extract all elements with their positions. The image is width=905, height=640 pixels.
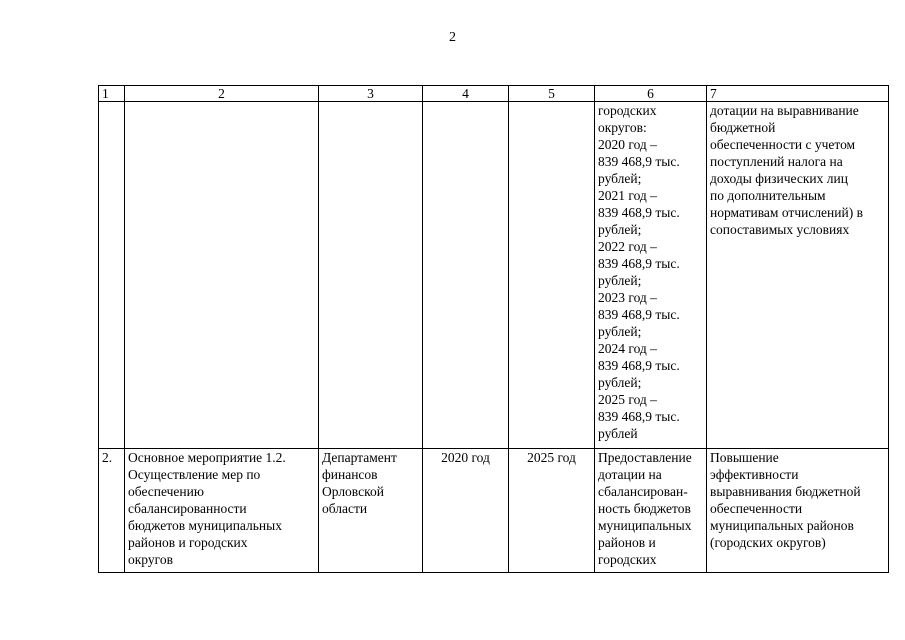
table-row-2 bbox=[99, 449, 889, 573]
table-row-continued bbox=[99, 102, 889, 449]
table-header-row bbox=[99, 86, 889, 102]
cell-name: Основное мероприятие 1.2. Осуществление мер по обеспечению сбалансированности бюджетов муниципальных районов и городских округов bbox=[125, 449, 319, 573]
cell-funding: городских округов: 2020 год – 839 468,9 тыс. рублей; 2021 год – 839 468,9 тыс. рублей; 2022 год – 839 468,9 тыс. рублей; 2023 год – 839 468,9 тыс. рублей; 2024 год – 839 468,9 тыс. рублей; 2025 год – 839 468,9 тыс. рублей bbox=[595, 102, 707, 449]
cell-result: Повышение эффективности выравнивания бюджетной обеспеченности муниципальных районов (городских округов) bbox=[707, 449, 889, 573]
cell-number: 2. bbox=[99, 449, 125, 573]
cell-executor bbox=[319, 102, 423, 449]
cell-end: 2025 год bbox=[509, 449, 595, 573]
header-cell-1: 1 bbox=[99, 86, 125, 102]
cell-start bbox=[423, 102, 509, 449]
header-cell-5: 5 bbox=[509, 86, 595, 102]
cell-end bbox=[509, 102, 595, 449]
program-table bbox=[98, 85, 889, 573]
cell-executor: Департамент финансов Орловской области bbox=[319, 449, 423, 573]
cell-name bbox=[125, 102, 319, 449]
header-cell-6: 6 bbox=[595, 86, 707, 102]
cell-result: дотации на выравнивание бюджетной обеспеченности с учетом поступлений налога на доходы физических лиц по дополнительным нормативам отчислений) в сопоставимых условиях bbox=[707, 102, 889, 449]
header-cell-4: 4 bbox=[423, 86, 509, 102]
header-cell-2: 2 bbox=[125, 86, 319, 102]
header-cell-7: 7 bbox=[707, 86, 889, 102]
page-number: 2 bbox=[449, 30, 456, 45]
cell-funding: Предоставление дотации на сбалансирован- ность бюджетов муниципальных районов и городских bbox=[595, 449, 707, 573]
header-cell-3: 3 bbox=[319, 86, 423, 102]
cell-start: 2020 год bbox=[423, 449, 509, 573]
cell-number bbox=[99, 102, 125, 449]
